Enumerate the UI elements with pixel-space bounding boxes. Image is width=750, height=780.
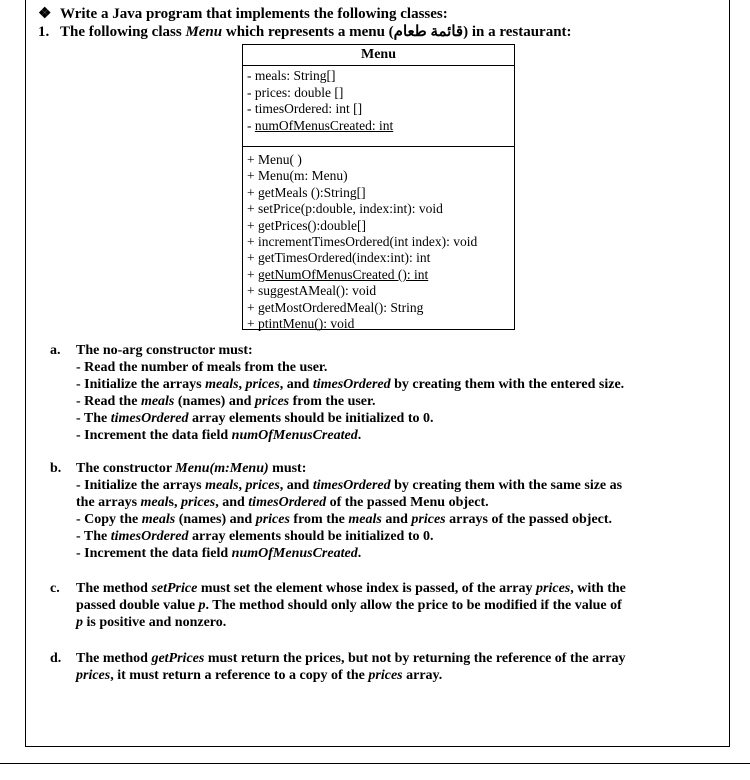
- question-sheet: [25, 0, 730, 747]
- uml-attributes: [243, 66, 514, 147]
- uml-method: + getTimesOrdered(index:int): int: [247, 250, 431, 266]
- uml-class-diagram: [242, 44, 515, 330]
- section-b: [50, 460, 698, 562]
- uml-method: + Menu(m: Menu): [247, 168, 348, 184]
- page-bottom-rule: [0, 763, 750, 764]
- uml-method: + Menu( ): [247, 152, 302, 167]
- uml-class-title: Menu: [243, 45, 514, 66]
- section-b-line: - Increment the data field numOfMenusCreated.: [76, 546, 362, 561]
- section-label: d.: [50, 651, 62, 666]
- section-label: b.: [50, 461, 62, 476]
- section-b-line: - Initialize the arrays meals, prices, and timesOrdered by creating them with the same size as: [76, 478, 623, 493]
- uml-method: + getPrices():double[]: [247, 217, 366, 233]
- section-label: a.: [50, 343, 61, 358]
- section-b-line: The constructor Menu(m:Menu) must:: [76, 461, 307, 476]
- section-b-line: - Copy the meals (names) and prices from the meals and prices arrays of the passed object.: [76, 512, 613, 527]
- section-c-line: passed double value p. The method should only allow the price to be modified if the value of: [76, 598, 622, 613]
- uml-method: + ptintMenu(): void: [247, 316, 355, 332]
- task-heading-text: Write a Java program that implements the following classes:: [60, 6, 448, 22]
- section-b-line: - The timesOrdered array elements should be initialized to 0.: [76, 529, 434, 544]
- class-name: Menu: [185, 24, 223, 40]
- uml-attribute-static: - numOfMenusCreated: int: [247, 117, 394, 133]
- uml-method: + incrementTimesOrdered(int index): void: [247, 234, 478, 250]
- uml-method-static: + getNumOfMenusCreated (): int: [247, 266, 429, 282]
- task-heading: [38, 4, 448, 23]
- uml-method: + getMeals ():String[]: [247, 184, 366, 200]
- uml-method: + getMostOrderedMeal(): String: [247, 299, 424, 315]
- section-a-line: - The timesOrdered array elements should be initialized to 0.: [76, 411, 434, 426]
- uml-attribute: - prices: double []: [247, 84, 344, 100]
- section-d-line: The method getPrices must return the prices, but not by returning the reference of the array: [76, 651, 626, 666]
- section-c-line: p is positive and nonzero.: [76, 615, 227, 630]
- uml-attribute: - meals: String[]: [247, 68, 336, 83]
- uml-method: + suggestAMeal(): void: [247, 283, 377, 299]
- section-c: [50, 580, 698, 631]
- uml-method: + setPrice(p:double, index:int): void: [247, 201, 443, 217]
- section-a: [50, 342, 698, 444]
- section-d-line: prices, it must return a reference to a copy of the prices array.: [76, 668, 443, 683]
- section-d: [50, 650, 698, 684]
- uml-methods: [243, 147, 514, 332]
- class-heading: 1. The following class Menu which represents a menu (قائمة طعام) in a restaurant:: [38, 24, 572, 40]
- section-b-line: the arrays meals, prices, and timesOrdered of the passed Menu object.: [76, 495, 489, 510]
- section-a-line: The no-arg constructor must:: [76, 343, 253, 358]
- section-a-line: - Read the meals (names) and prices from the user.: [76, 394, 376, 409]
- section-label: c.: [50, 581, 60, 596]
- section-a-line: - Initialize the arrays meals, prices, and timesOrdered by creating them with the entered size.: [76, 377, 625, 392]
- arabic-term: قائمة طعام: [393, 24, 464, 40]
- section-c-line: The method setPrice must set the element whose index is passed, of the array prices, with the: [76, 581, 626, 596]
- item-number: 1.: [38, 24, 50, 40]
- section-a-line: - Read the number of meals from the user.: [76, 360, 328, 375]
- uml-attribute: - timesOrdered: int []: [247, 101, 363, 116]
- section-a-line: - Increment the data field numOfMenusCreated.: [76, 428, 362, 443]
- diamond-bullet-icon: ❖: [38, 6, 52, 22]
